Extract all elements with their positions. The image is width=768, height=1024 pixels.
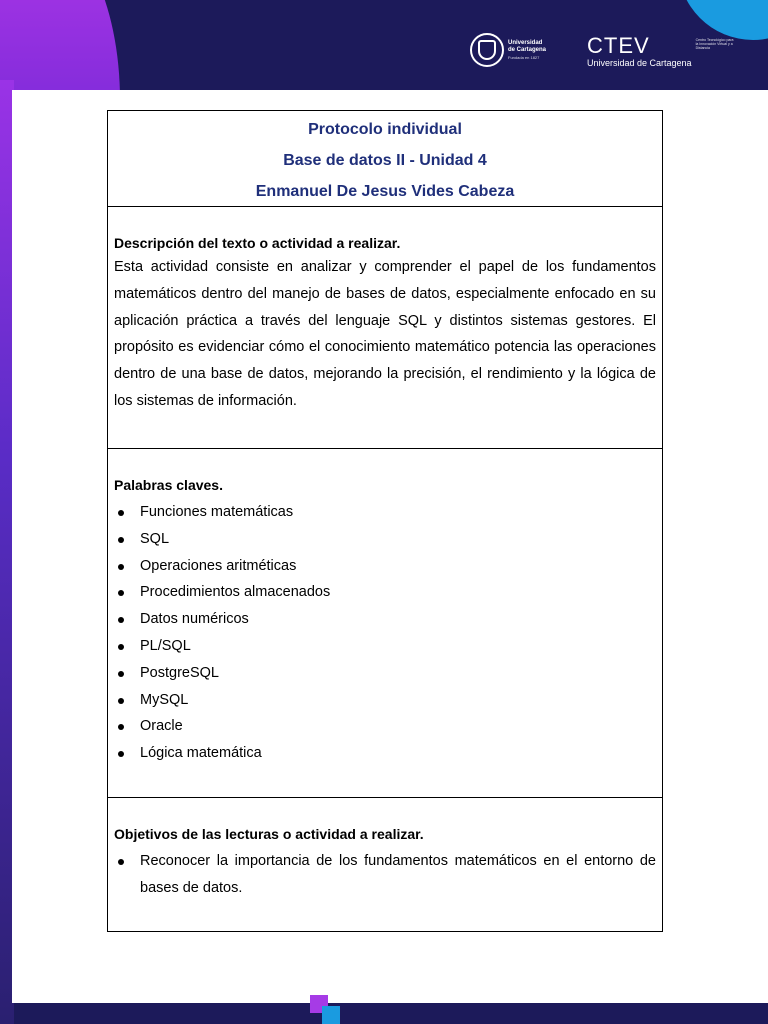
keyword-text: Lógica matemática xyxy=(140,745,262,762)
document-author: Enmanuel De Jesus Vides Cabeza xyxy=(255,183,515,200)
keyword-text: Oracle xyxy=(140,718,183,735)
bullet-icon xyxy=(118,617,124,623)
objective-text: Reconocer la importancia de los fundamentos matemáticos en el entorno de bases de datos. xyxy=(140,853,656,896)
ctev-logo-tagline: Centro Tecnológico para la Innovación Virtual y a Distancia xyxy=(695,38,734,50)
keywords-section xyxy=(108,448,662,797)
keyword-text: PL/SQL xyxy=(140,637,191,654)
keyword-text: Operaciones aritméticas xyxy=(140,557,297,574)
keyword-item xyxy=(114,687,656,714)
description-section xyxy=(108,206,662,448)
ctev-logo-word: CTEV xyxy=(587,33,650,58)
ctev-logo xyxy=(587,33,736,68)
bullet-icon xyxy=(118,590,124,596)
keyword-item xyxy=(114,553,656,580)
keyword-text: SQL xyxy=(140,530,170,547)
description-body: Esta actividad consiste en analizar y comprender el papel de los fundamentos matemáticos dentro del manejo de bases de datos, especialmente enfocado en su aplicación práctica a través del lenguaje SQL y distintos sistemas gestores. El propósito es evidenciar cómo el conocimiento matemático potencia las operaciones dentro de una base de datos, mejorando la precisión, el rendimiento y la lógica de los sistemas de información. xyxy=(114,259,656,409)
keywords-heading: Palabras claves. xyxy=(114,477,223,493)
footer-cyan-square xyxy=(322,1006,340,1024)
university-logo-line3: Fundada en 1827 xyxy=(508,54,540,60)
bullet-icon xyxy=(118,724,124,730)
keyword-item xyxy=(114,606,656,633)
objectives-heading: Objetivos de las lecturas o actividad a realizar. xyxy=(114,826,424,842)
keyword-item xyxy=(114,633,656,660)
keyword-item xyxy=(114,740,656,767)
objective-item xyxy=(114,848,656,902)
university-logo xyxy=(470,32,546,68)
keyword-text: Procedimientos almacenados xyxy=(140,584,331,601)
keyword-item xyxy=(114,713,656,740)
document-subtitle: Base de datos II - Unidad 4 xyxy=(283,152,487,169)
objectives-list xyxy=(114,848,656,902)
bullet-icon xyxy=(118,751,124,757)
bullet-icon xyxy=(118,510,124,516)
keyword-item xyxy=(114,579,656,606)
bullet-icon xyxy=(118,698,124,704)
description-heading: Descripción del texto o actividad a realizar. xyxy=(114,235,401,251)
keyword-text: Datos numéricos xyxy=(140,611,249,628)
protocol-table xyxy=(107,110,663,932)
university-logo-line1: Universidad xyxy=(508,39,543,46)
keyword-item xyxy=(114,660,656,687)
objectives-section xyxy=(108,797,662,931)
university-seal-icon xyxy=(470,33,504,67)
keyword-text: PostgreSQL xyxy=(140,664,219,681)
document-title: Protocolo individual xyxy=(308,121,462,138)
bullet-icon xyxy=(118,671,124,677)
keyword-item xyxy=(114,499,656,526)
bullet-icon xyxy=(118,859,124,865)
keyword-text: MySQL xyxy=(140,691,189,708)
bullet-icon xyxy=(118,537,124,543)
bullet-icon xyxy=(118,644,124,650)
ctev-logo-subtitle: Universidad de Cartagena xyxy=(587,58,692,68)
keyword-text: Funciones matemáticas xyxy=(140,504,294,520)
bullet-icon xyxy=(118,564,124,570)
title-section xyxy=(108,111,662,206)
header-band xyxy=(0,0,768,90)
keyword-item xyxy=(114,526,656,553)
university-logo-line2: de Cartagena xyxy=(508,46,547,53)
keywords-list xyxy=(114,499,656,767)
